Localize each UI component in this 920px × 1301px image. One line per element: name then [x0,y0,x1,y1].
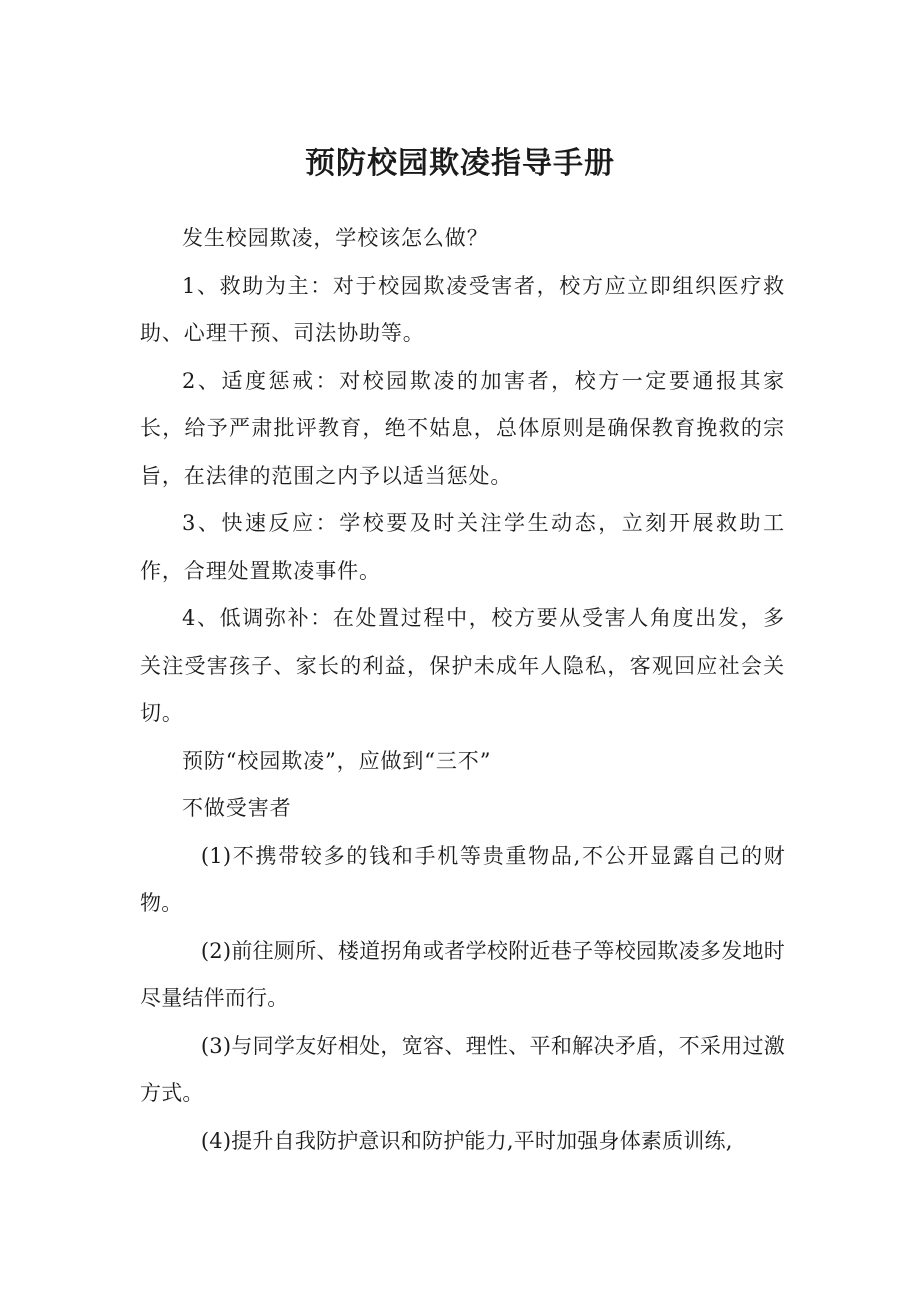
paragraph-item-2: (2)前往厕所、楼道拐角或者学校附近巷子等校园欺凌多发地时尽量结伴而行。 [140,938,785,1010]
paragraph-not-victim: 不做受害者 [182,796,292,820]
paragraph-question: 发生校园欺凌，学校该怎么做？ [182,226,489,250]
paragraph-item-3: (3)与同学友好相处，宽容、理性、平和解决矛盾，不采用过激方式。 [140,1033,785,1105]
document-title: 预防校园欺凌指导手册 [305,146,615,181]
paragraph-three-nots: 预防“校园欺凌”，应做到“三不” [182,748,492,773]
paragraph-rapid-response: 3、快速反应：学校要及时关注学生动态，立刻开展救助工作，合理处置欺凌事件。 [140,511,785,583]
document-body [140,215,785,1165]
paragraph-item-1: (1)不携带较多的钱和手机等贵重物品,不公开显露自己的财物。 [140,843,785,915]
paragraph-discipline: 2、适度惩戒：对校园欺凌的加害者，校方一定要通报其家长，给予严肃批评教育，绝不姑息，总体原则是确保教育挽救的宗旨，在法律的范围之内予以适当惩处。 [140,368,785,488]
paragraph-item-4: (4)提升自我防护意识和防护能力,平时加强身体素质训练, [200,1128,733,1153]
paragraph-rescue: 1、救助为主：对于校园欺凌受害者，校方应立即组织医疗救助、心理干预、司法协助等。 [140,273,785,345]
paragraph-low-key-remedy: 4、低调弥补：在处置过程中，校方要从受害人角度出发，多关注受害孩子、家长的利益，保护未成年人隐私，客观回应社会关切。 [140,606,785,725]
